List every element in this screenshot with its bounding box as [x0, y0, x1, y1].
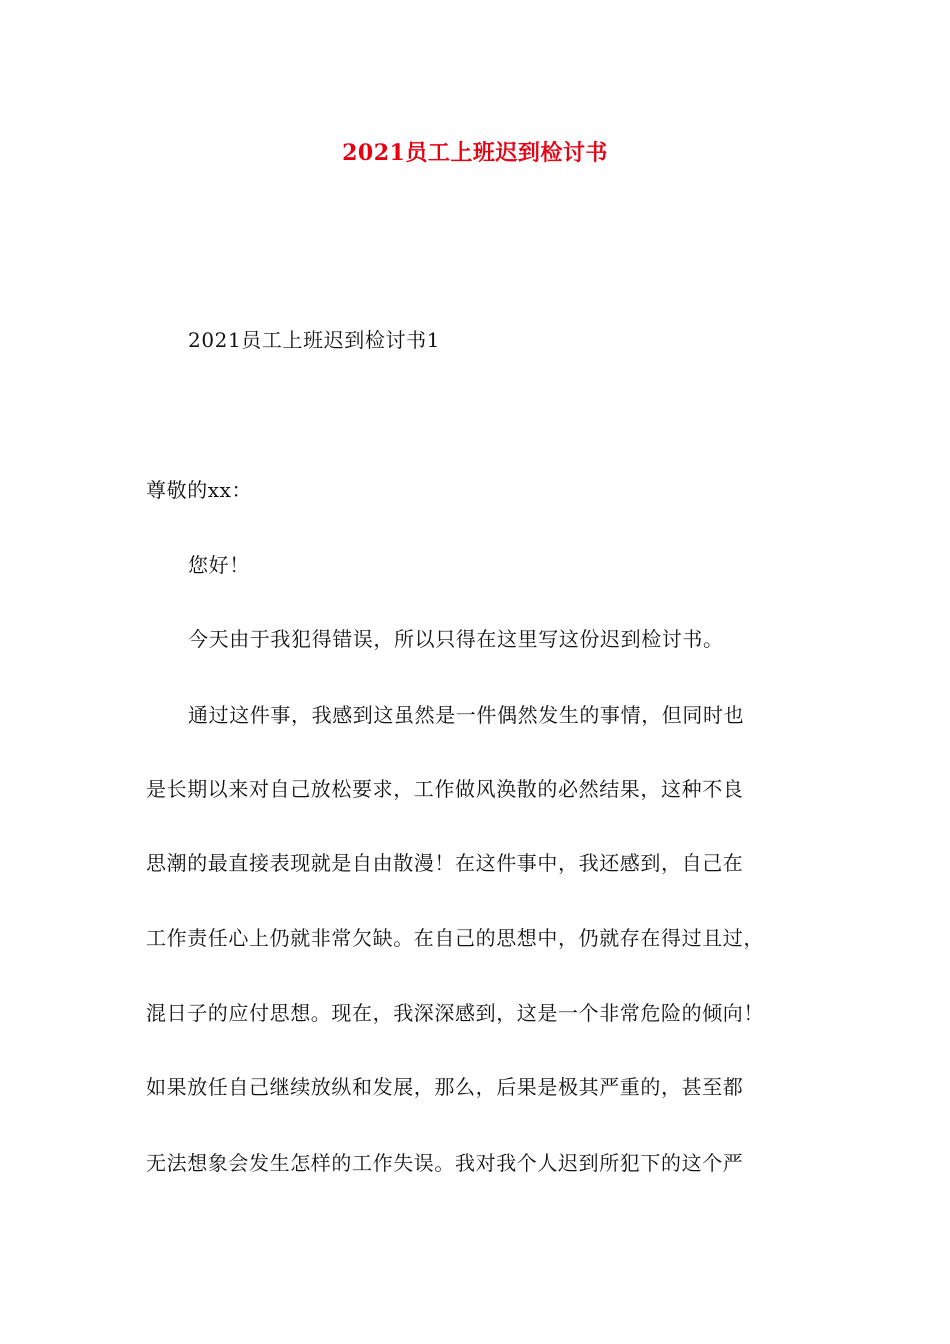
- paragraph-2-line: 无法想象会发生怎样的工作失误。我对我个人迟到所犯下的这个严: [146, 1151, 744, 1175]
- paragraph-1: 今天由于我犯得错误，所以只得在这里写这份迟到检讨书。: [188, 627, 724, 651]
- paragraph-2-line: 混日子的应付思想。现在，我深深感到，这是一个非常危险的倾向！: [146, 1001, 764, 1025]
- salutation: 尊敬的xx：: [146, 478, 253, 502]
- greeting: 您好！: [188, 553, 250, 577]
- paragraph-2-line: 工作责任心上仍就非常欠缺。在自己的思想中，仍就存在得过且过，: [146, 926, 764, 950]
- document-title: 2021员工上班迟到检讨书: [342, 140, 608, 166]
- paragraph-2-line: 是长期以来对自己放松要求，工作做风涣散的必然结果，这种不良: [146, 777, 744, 801]
- paragraph-2-line: 通过这件事，我感到这虽然是一件偶然发生的事情，但同时也: [188, 703, 745, 727]
- document-subtitle: 2021员工上班迟到检讨书1: [188, 328, 441, 352]
- paragraph-2-line: 如果放任自己继续放纵和发展，那么，后果是极其严重的，甚至都: [146, 1075, 744, 1099]
- paragraph-2-line: 思潮的最直接表现就是自由散漫！在这件事中，我还感到，自己在: [146, 851, 744, 875]
